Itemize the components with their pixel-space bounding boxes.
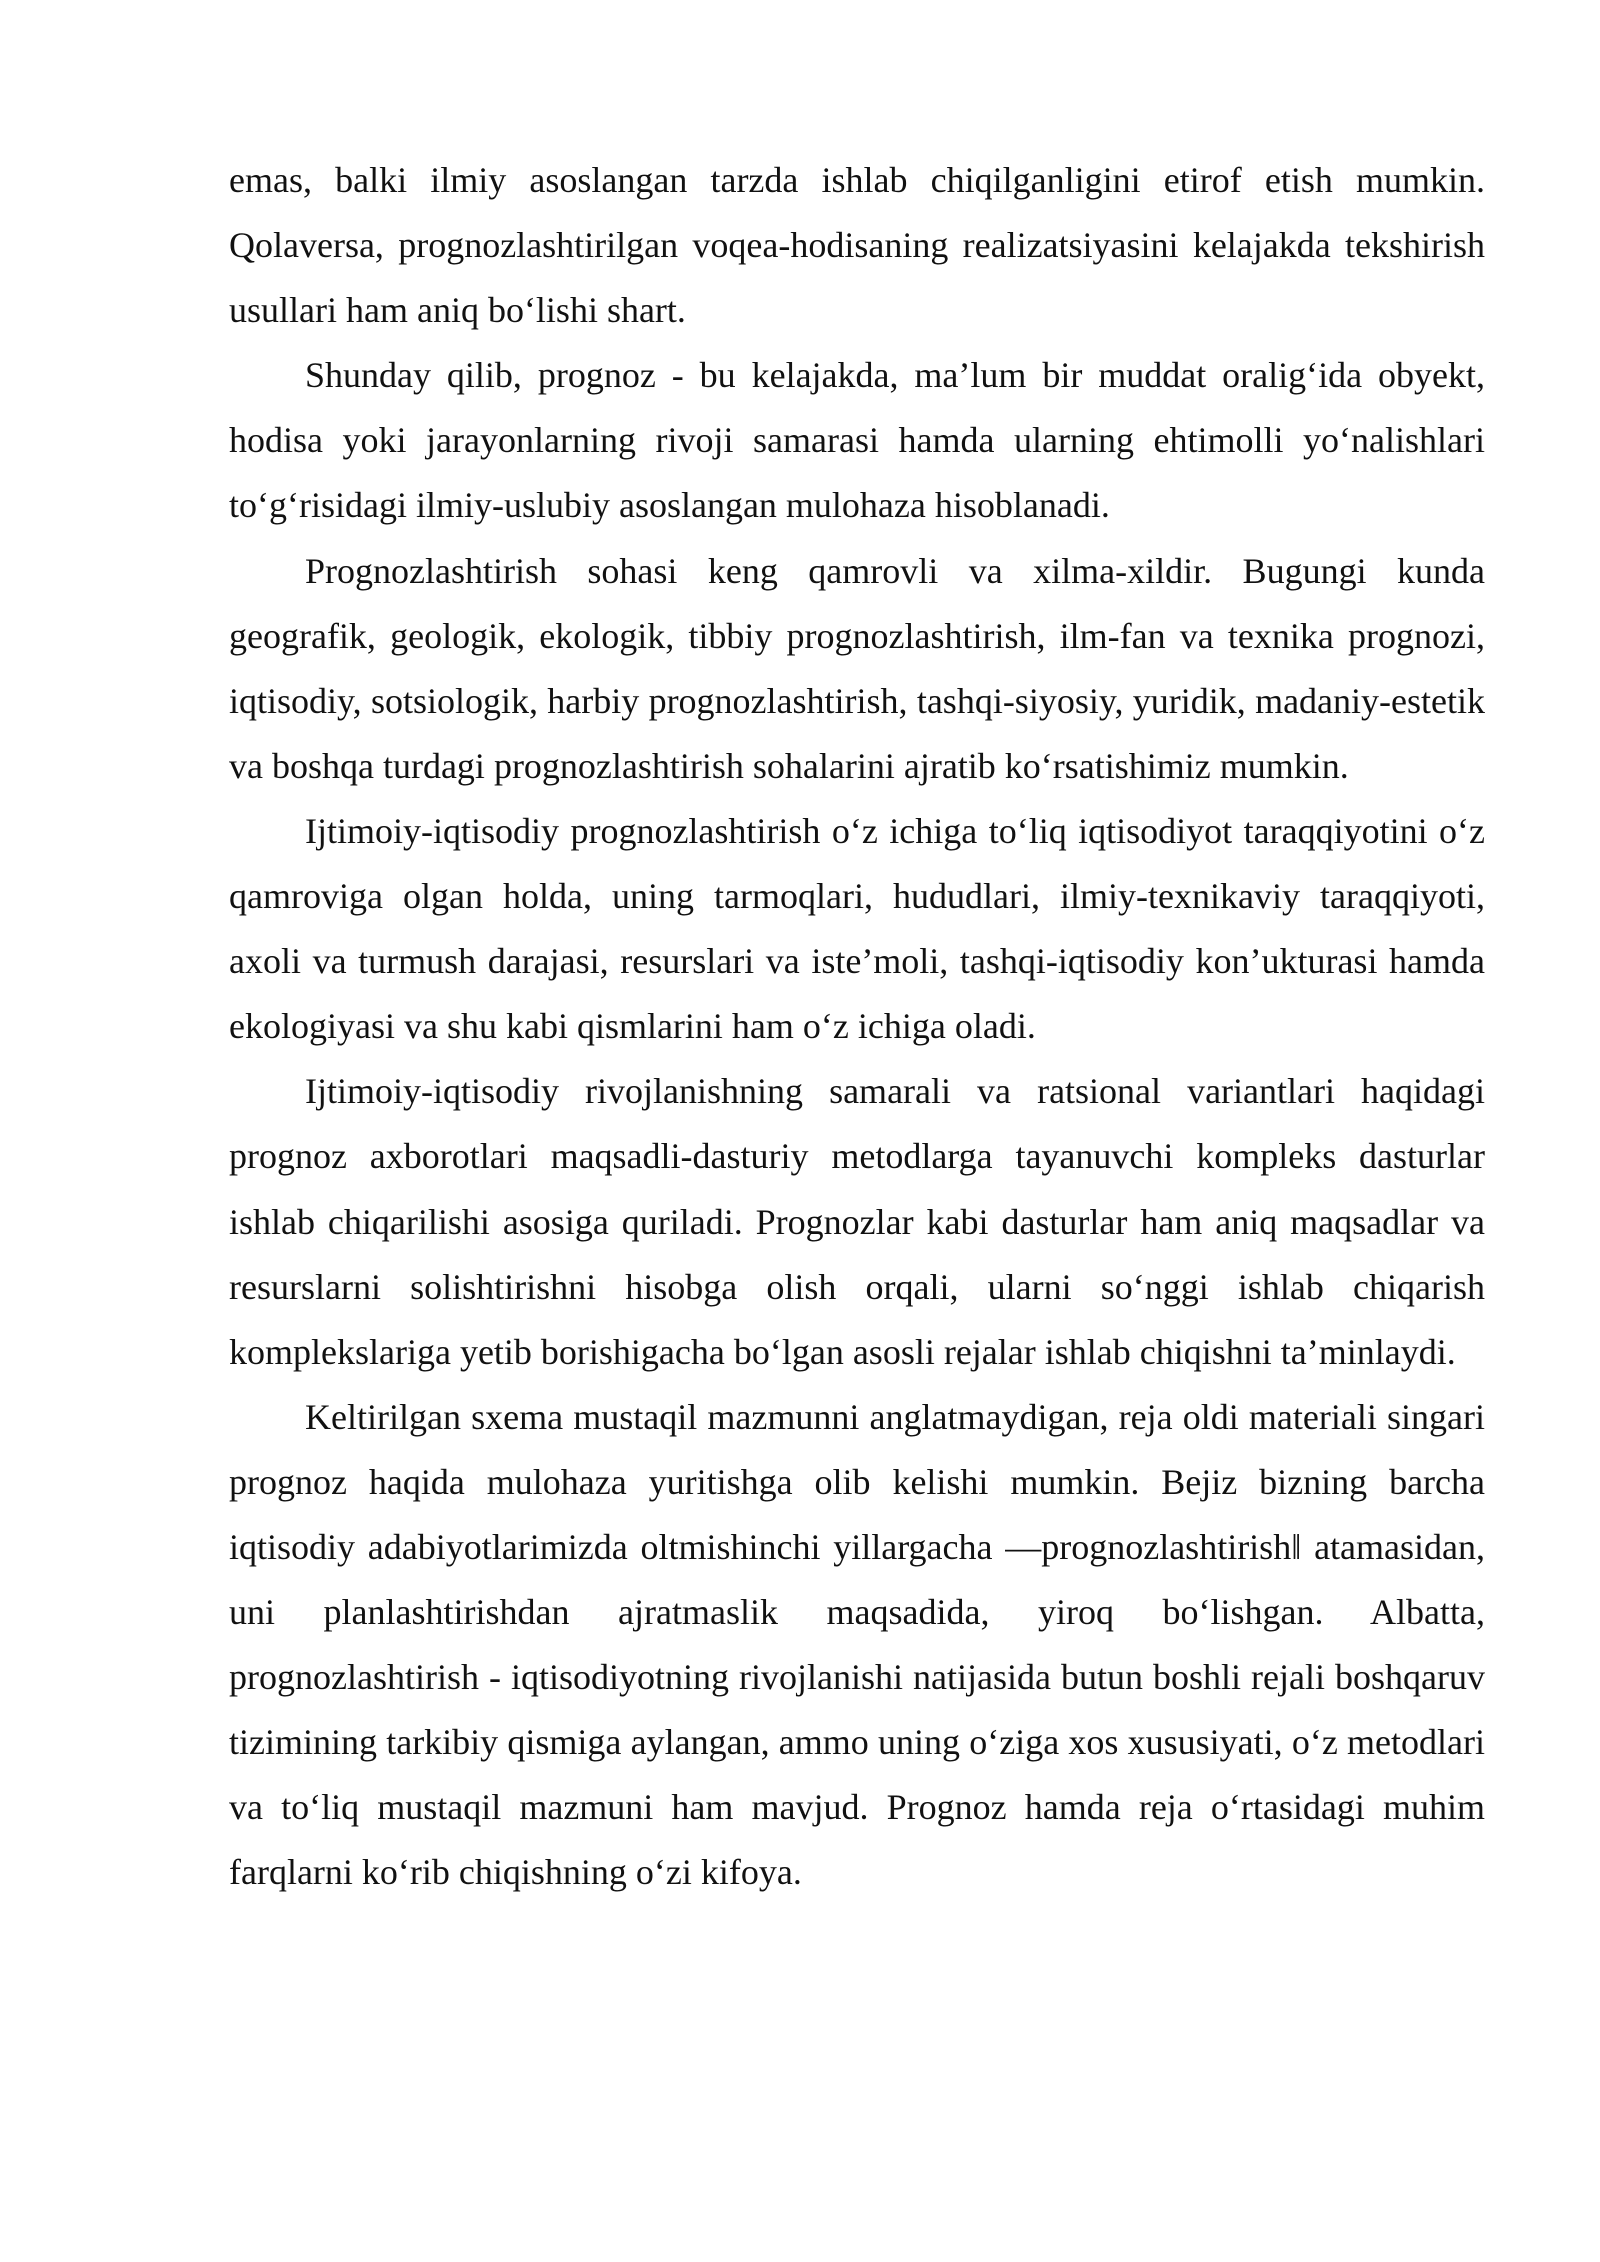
- paragraph-4: Ijtimoiy-iqtisodiy prognozlashtirish o‘z ichiga to‘liq iqtisodiyot taraqqiyotini o‘z qamroviga olgan holda, uning tarmoqlari, hududlari, ilmiy-texnikaviy taraqqiyoti, axoli va turmush darajasi, resurslari va iste’moli, tashqi-iqtisodiy kon’ukturasi hamda ekologiyasi va shu kabi qismlarini ham o‘z ichiga oladi.: [229, 810, 1485, 1047]
- paragraph-2: Shunday qilib, prognoz - bu kelajakda, ma’lum bir muddat oralig‘ida obyekt, hodisa yoki jarayonlarning rivoji samarasi hamda ularning ehtimolli yo‘nalishlari to‘g‘risidagi ilmiy-uslubiy asoslangan mulohaza hisoblanadi.: [229, 355, 1485, 526]
- paragraph-3: Prognozlashtirish sohasi keng qamrovli va xilma-xildir. Bugungi kunda geografik, geologik, ekologik, tibbiy prognozlashtirish, ilm-fan va texnika prognozi, iqtisodiy, sotsiologik, harbiy prognozlashtirish, tashqi-siyosiy, yuridik, madaniy-estetik va boshqa turdagi prognozlashtirish sohalarini ajratib ko‘rsatishimiz mumkin.: [229, 550, 1485, 786]
- paragraph-5: Ijtimoiy-iqtisodiy rivojlanishning samarali va ratsional variantlari haqidagi prognoz axborotlari maqsadli-dasturiy metodlarga tayanuvchi kompleks dasturlar ishlab chiqarilishi asosiga quriladi. Prognozlar kabi dasturlar ham aniq maqsadlar va resurslarni solishtirishni hisobga olish orqali, ularni so‘nggi ishlab chiqarish komplekslariga yetib borishigacha bo‘lgan asosli rejalar ishlab chiqishni ta’minlaydi.: [229, 1071, 1485, 1372]
- body-text: [229, 148, 1485, 1906]
- paragraph-6: Keltirilgan sxema mustaqil mazmunni anglatmaydigan, reja oldi materiali singari prognoz haqida mulohaza yuritishga olib kelishi mumkin. Bejiz bizning barcha iqtisodiy adabiyotlarimizda oltmishinchi yillargacha ―prognozlashtirish‖ atamasidan, uni planlashtirishdan ajratmaslik maqsadida, yiroq bo‘lishgan. Albatta, prognozlashtirish - iqtisodiyotning rivojlanishi natijasida butun boshli rejali boshqaruv tizimining tarkibiy qismiga aylangan, ammo uning o‘ziga xos xususiyati, o‘z metodlari va to‘liq mustaqil mazmuni ham mavjud. Prognoz hamda reja o‘rtasidagi muhim farqlarni ko‘rib chiqishning o‘zi kifoya.: [229, 1396, 1485, 1893]
- paragraph-1: emas, balki ilmiy asoslangan tarzda ishlab chiqilganligini etirof etish mumkin. Qolaversa, prognozlashtirilgan voqea-hodisaning realizatsiyasini kelajakda tekshirish usullari ham aniq bo‘lishi shart.: [229, 160, 1485, 331]
